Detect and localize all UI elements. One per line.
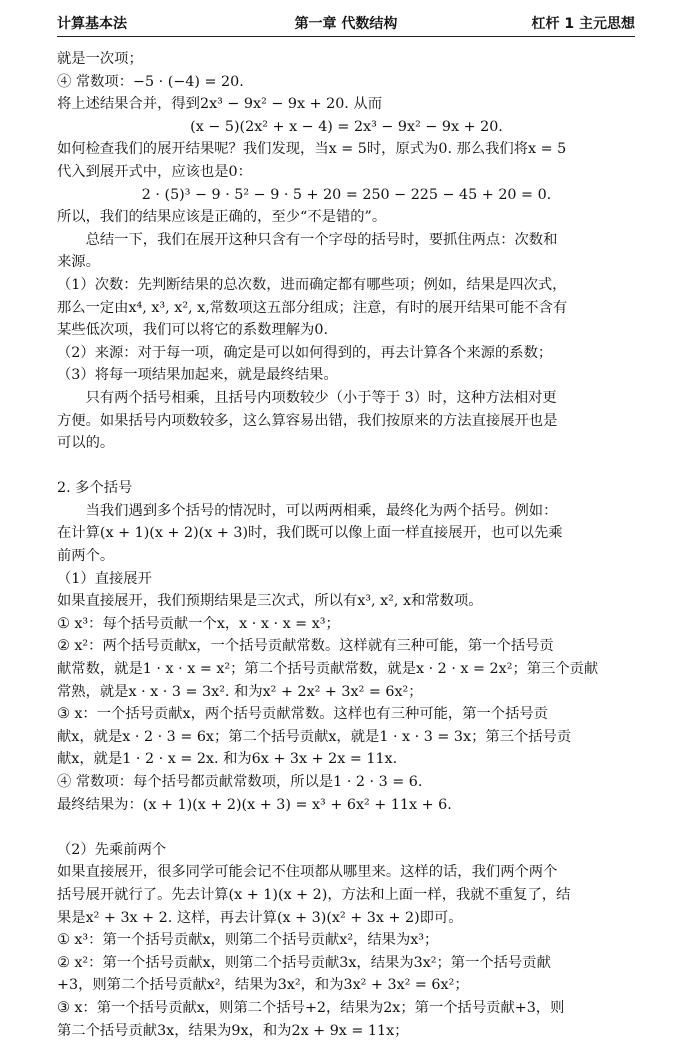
- text-line: （3）将每一项结果加起来，就是最终结果。: [57, 367, 338, 384]
- text-line: （1）次数：先判断结果的总次数，进而确定都有哪些项；例如，结果是四次式，: [57, 276, 567, 293]
- header-chapter-title: 第一章 代数结构: [294, 16, 398, 32]
- text-line: 如果直接展开，我们预期结果是三次式，所以有x³, x², x和常数项。: [57, 593, 483, 610]
- text-line: 献x，就是1 · 2 · x = 2x. 和为6x + 3x + 2x = 11x.: [57, 751, 398, 768]
- paragraph-start: 总结一下，我们在展开这种只含有一个字母的括号时，要抓住两点：次数和: [85, 231, 558, 248]
- blank-line: [57, 816, 636, 839]
- text-line: 献x，就是x · 2 · 3 = 6x；第二个括号贡献x，就是1 · x · 3 = 3x；第三个括号贡: [57, 728, 572, 745]
- text-line: 果是x² + 3x + 2. 这样，再去计算(x + 3)(x² + 3x + 2)即可。: [57, 909, 463, 926]
- text-line: 就是一次项；: [57, 51, 143, 67]
- text-line: 那么一定由x⁴, x³, x², x,常数项这五部分组成；注意，有时的展开结果可能不含有: [57, 299, 568, 316]
- text-line: ④ 常数项：−5 · (−4) = 20.: [57, 73, 244, 90]
- text-line: ③ x：一个括号贡献x，两个括号贡献常数。这样也有三种可能，第一个括号贡: [57, 706, 548, 723]
- text-line: 如何检查我们的展开结果呢？我们发现，当x = 5时，原式为0. 那么我们将x = 5: [57, 141, 567, 158]
- subsection-heading: （1）直接展开: [57, 570, 152, 587]
- section-heading: 2. 多个括号: [57, 480, 133, 497]
- text-line: ③ x：第一个括号贡献x，则第二个括号+2，结果为2x；第一个括号贡献+3，则: [57, 999, 565, 1016]
- header-book-title: 计算基本法: [57, 16, 127, 32]
- text-line: ① x³：第一个括号贡献x，则第二个括号贡献x²，结果为x³；: [57, 932, 439, 949]
- text-line: 括号展开就行了。先去计算(x + 1)(x + 2)，方法和上面一样，我就不重复了，结: [57, 886, 571, 903]
- header-section-title: 杠杆 1 主元思想: [531, 16, 635, 32]
- paragraph-start: 当我们遇到多个括号的情况时，可以两两相乘，最终化为两个括号。例如：: [85, 502, 558, 519]
- text-line: （2）来源：对于每一项，确定是可以如何得到的，再去计算各个来源的系数；: [57, 344, 553, 361]
- text-line: ② x²：两个括号贡献x，一个括号贡献常数。这样就有三种可能，第一个括号贡: [57, 638, 554, 655]
- text-line: 最终结果为：(x + 1)(x + 2)(x + 3) = x³ + 6x² + 11x + 6.: [57, 796, 452, 813]
- text-line: 献常数，就是1 · x · x = x²；第二个括号贡献常数，就是x · 2 · x = 2x²；第三个贡献: [57, 661, 599, 678]
- display-equation: (x − 5)(2x² + x − 4) = 2x³ − 9x² − 9x + 20.: [190, 118, 503, 135]
- text-line: 来源。: [57, 254, 100, 271]
- text-line: ① x³：每个括号贡献一个x，x · x · x = x³；: [57, 615, 340, 632]
- text-line: 将上述结果合并，得到2x³ − 9x² − 9x + 20. 从而: [57, 96, 382, 113]
- display-equation: 2 · (5)³ − 9 · 5² − 9 · 5 + 20 = 250 − 225 − 45 + 20 = 0.: [141, 186, 552, 203]
- text-line: 代入到展开式中，应该也是0：: [57, 163, 252, 180]
- text-line: ④ 常数项：每个括号都贡献常数项，所以是1 · 2 · 3 = 6.: [57, 774, 423, 790]
- text-line: 前两个。: [57, 548, 115, 565]
- text-line: 如果直接展开，很多同学可能会记不住项都从哪里来。这样的话，我们两个两个: [57, 864, 558, 881]
- text-line: ② x²：第一个括号贡献x，则第二个括号贡献3x，结果为3x²；第一个括号贡献: [57, 954, 551, 971]
- text-line: 常熟，就是x · x · 3 = 3x². 和为x² + 2x² + 3x² = 6x²；: [57, 683, 423, 700]
- text-line: 可以的。: [57, 435, 115, 452]
- text-line: 第二个括号贡献3x，结果为9x，和为2x + 9x = 11x；: [57, 1022, 409, 1039]
- paragraph-start: 只有两个括号相乘，且括号内项数较少（小于等于 3）时，这种方法相对更: [85, 389, 557, 406]
- body-text: [57, 48, 636, 1042]
- blank-line: [57, 455, 636, 478]
- running-header: [57, 14, 635, 37]
- text-line: 所以，我们的结果应该是正确的，至少“不是错的”。: [57, 209, 387, 226]
- text-line: 某些低次项，我们可以将它的系数理解为0.: [57, 322, 328, 339]
- text-line: +3，则第二个括号贡献x²，结果为3x²，和为3x² + 3x² = 6x²；: [57, 977, 469, 994]
- subsection-heading: （2）先乘前两个: [57, 841, 167, 858]
- text-line: 方便。如果括号内项数较多，这么算容易出错，我们按原来的方法直接展开也是: [57, 412, 558, 429]
- text-line: 在计算(x + 1)(x + 2)(x + 3)时，我们既可以像上面一样直接展开，也可以先乘: [57, 525, 563, 542]
